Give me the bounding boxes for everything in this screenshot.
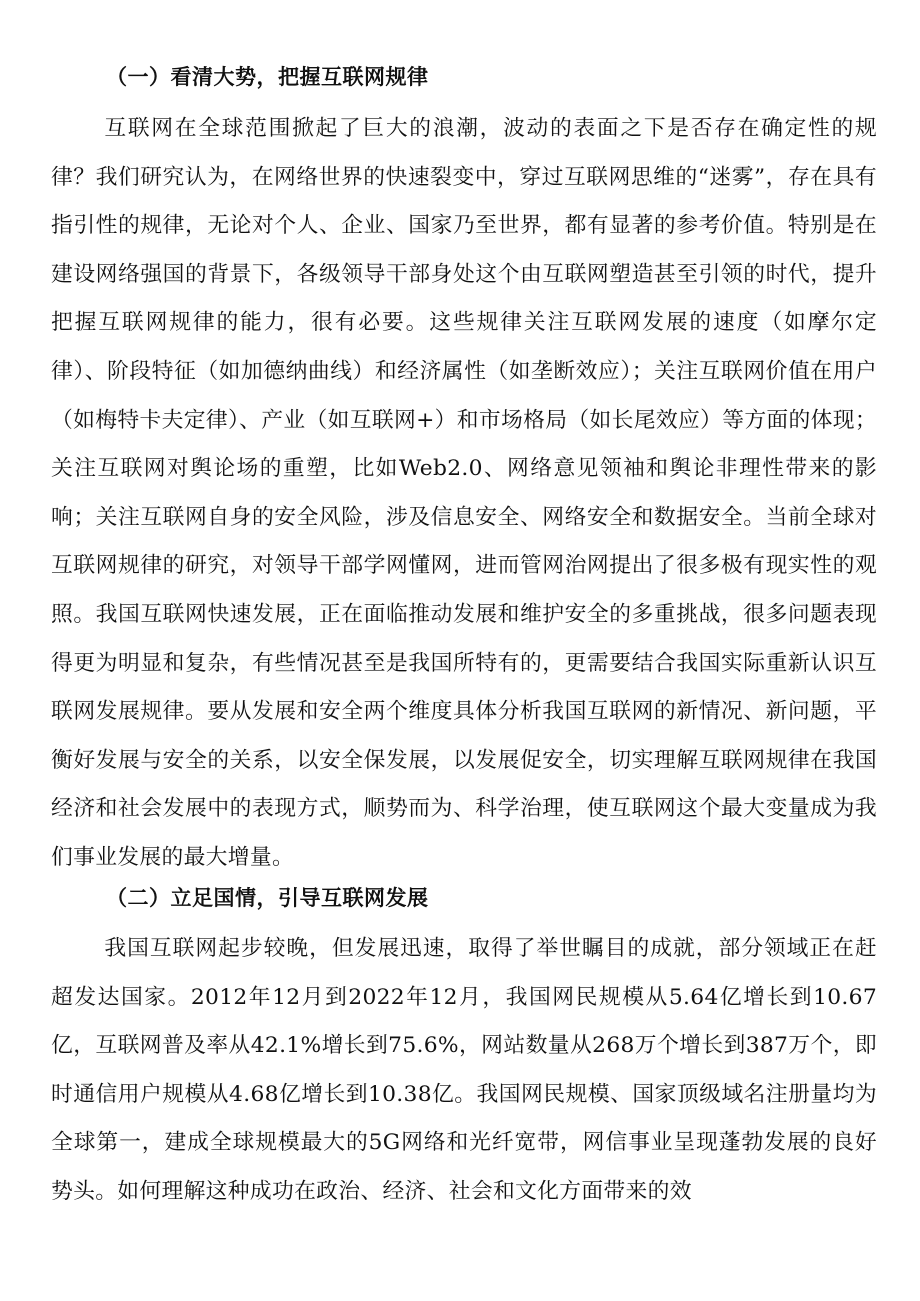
section-heading-2: （二）立足国情，引导互联网发展 <box>106 886 429 910</box>
section-heading-1: （一）看清大势，把握互联网规律 <box>106 65 429 89</box>
section-paragraph-1: 互联网在全球范围掀起了巨大的浪潮，波动的表面之下是否存在确定性的规律？我们研究认为，在网络世界的快速裂变中，穿过互联网思维的“迷雾”，存在具有指引性的规律，无论对个人、企业、国家乃至世界，都有显著的参考价值。特别是在建设网络强国的背景下，各级领导干部身处这个由互联网塑造甚至引领的时代，提升把握互联网规律的能力，很有必要。这些规律关注互联网发展的速度（如摩尔定律）、阶段特征（如加德纳曲线）和经济属性（如垄断效应）；关注互联网价值在用户（如梅特卡夫定律）、产业（如互联网+）和市场格局（如长尾效应）等方面的体现；关注互联网对舆论场的重塑，比如Web2.0、网络意见领袖和舆论非理性带来的影响；关注互联网自身的安全风险，涉及信息安全、网络安全和数据安全。当前全球对互联网规律的研究，对领导干部学网懂网，进而管网治网提出了很多极有现实性的观照。我国互联网快速发展，正在面临推动发展和维护安全的多重挑战，很多问题表现得更为明显和复杂，有些情况甚至是我国所特有的，更需要结合我国实际重新认识互联网发展规律。要从发展和安全两个维度具体分析我国互联网的新情况、新问题，平衡好发展与安全的关系，以安全保发展，以发展促安全，切实理解互联网规律在我国经济和社会发展中的表现方式，顺势而为、科学治理，使互联网这个最大变量成为我们事业发展的最大增量。 <box>51 116 877 870</box>
section-paragraph-2: 我国互联网起步较晚，但发展迅速，取得了举世瞩目的成就，部分领域正在赶超发达国家。2012年12月到2022年12月，我国网民规模从5.64亿增长到10.67亿，互联网普及率从42.1%增长到75.6%，网站数量从268万个增长到387万个，即时通信用户规模从4.68亿增长到10.38亿。我国网民规模、国家顶级域名注册量均为全球第一，建成全球规模最大的5G网络和光纤宽带，网信事业呈现蓬勃发展的良好势头。如何理解这种成功在政治、经济、社会和文化方面带来的效 <box>51 936 877 1204</box>
